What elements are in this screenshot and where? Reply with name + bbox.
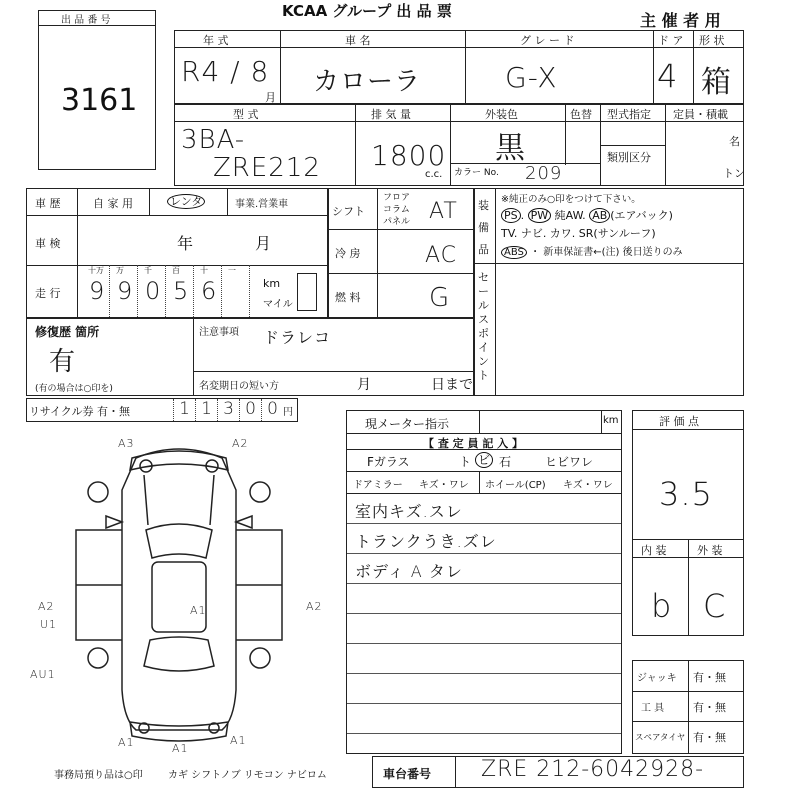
equipment-header: ※純正のみ○印をつけて下さい。 [501, 194, 641, 205]
equip-abs[interactable]: ABS [501, 246, 527, 259]
spare-label: スペアタイヤ [635, 733, 686, 743]
score-label: 評 価 点 [659, 415, 699, 428]
chassis-table [372, 756, 744, 788]
diagram-mark-u1: U1 [40, 618, 58, 631]
recycle-label: リサイクル券 有・無 [29, 405, 130, 418]
inspection-label: 車 検 [35, 237, 61, 250]
model-value-line1: 3BA- [181, 125, 246, 155]
history-table [26, 188, 328, 318]
fglass-opt-to[interactable]: ト [459, 455, 472, 469]
organizer-label: 主 催 者 用 [640, 11, 721, 30]
diagram-mark-a3: A3 [118, 437, 135, 450]
wheel-label: ホイール(CP) [485, 480, 546, 491]
equipment-line2: TV. ナビ. カワ. SR(サンルーフ) [501, 227, 656, 240]
shift-opt-panel[interactable]: パネル [383, 217, 411, 227]
mileage-digit-cell [110, 265, 138, 317]
shift-table [328, 188, 474, 318]
spare-yn[interactable]: 有・無 [693, 731, 726, 744]
note-rule [347, 553, 621, 554]
mileage-digit-cell [82, 265, 110, 317]
note-rule [347, 733, 621, 734]
equip-ps[interactable]: PS [501, 208, 521, 223]
mileage-digit-label: 万 [116, 266, 124, 275]
shift-label: シフト [332, 205, 365, 218]
diagram-mark-a1-center: A1 [190, 604, 207, 617]
meter-label: 現メーター指示 [365, 417, 450, 431]
fglass-opt-stone[interactable]: 石 [499, 455, 512, 469]
car-name-value: カローラ [313, 67, 422, 97]
grade-label: グ レ ー ド [520, 34, 575, 47]
notes-value: ドラレコ [263, 328, 332, 347]
diagram-mark-a1-right: A1 [230, 734, 247, 747]
chassis-label: 車台番号 [383, 767, 432, 781]
model-value-line2: ZRE212 [213, 153, 321, 183]
inspector-table [346, 410, 622, 754]
equip-ab[interactable]: AB [589, 208, 610, 223]
capacity-unit-persons: 名 [729, 135, 740, 148]
score-value: 3.5 [659, 475, 713, 513]
expiry-month: 月 [357, 377, 371, 393]
tools-yn[interactable]: 有・無 [693, 701, 726, 714]
category-label: 類別区分 [607, 151, 651, 164]
equip-aw[interactable]: 純AW. [554, 209, 586, 222]
repair-value: 有 [49, 347, 77, 377]
equip-warranty: ・ 新車保証書←(注) 後日送りのみ [530, 247, 683, 258]
fuel-value: G [429, 283, 451, 313]
capacity-unit-tons: トン [723, 167, 745, 180]
note-rule [347, 673, 621, 674]
inspector-note-1: 室内キズ.スレ [355, 502, 463, 521]
mileage-digit: 0 [145, 277, 162, 305]
note-rule [347, 523, 621, 524]
mileage-unit-mile: マイル [263, 299, 293, 310]
history-private[interactable]: 自 家 用 [93, 197, 133, 210]
ac-value: AC [425, 243, 458, 268]
month-suffix: 月 [265, 91, 276, 104]
exterior-value: C [703, 587, 727, 625]
mirror-opts[interactable]: キズ・ワレ [419, 480, 469, 491]
fglass-opt-bi[interactable]: ビ [475, 451, 493, 468]
inspection-month: 月 [255, 234, 272, 253]
displacement-value: 1800 [371, 139, 447, 172]
history-rental[interactable]: レンタ [167, 193, 205, 209]
mileage-digit-label: 十万 [88, 266, 104, 275]
tools-label: 工 具 [641, 703, 665, 714]
inspector-label: 【 査 定 員 記 入 】 [423, 437, 523, 450]
mileage-unit-km: km [263, 277, 281, 290]
meter-unit: km [603, 415, 619, 426]
mileage-grid [82, 265, 282, 317]
fglass-label: Fガラス [367, 455, 410, 469]
diagram-mark-a2-top: A2 [232, 437, 249, 450]
ext-color-label: 外装色 [485, 108, 518, 121]
displacement-label: 排 気 量 [371, 108, 411, 121]
repair-note: (有の場合は○印を) [35, 384, 113, 394]
interior-label: 内 装 [641, 544, 667, 557]
name-label: 車 名 [345, 34, 371, 47]
expiry-day: 日まで [431, 377, 473, 393]
inspection-year: 年 [177, 234, 194, 253]
exhibit-number-label: 出 品 番 号 [61, 15, 111, 26]
ext-color-value: 黒 [495, 131, 526, 166]
year-value: R4 / 8 [181, 55, 270, 88]
recycle-unit: 円 [283, 407, 293, 418]
fuel-label: 燃 料 [335, 291, 361, 304]
row1-table [174, 30, 744, 104]
shift-opt-floor[interactable]: フロア [383, 193, 411, 203]
mileage-unit-checkbox[interactable] [297, 273, 317, 311]
score-table [632, 410, 744, 636]
shift-value: AT [429, 199, 458, 224]
mileage-digit: 6 [201, 277, 218, 305]
recycle-grid [173, 399, 283, 421]
grade-value: G-X [505, 61, 558, 94]
mirror-label: ドアミラー [353, 480, 403, 491]
office-note: 事務局預り品は○印 [54, 770, 143, 781]
tools-table [632, 660, 744, 754]
equipment-line1: PS . PW 純AW. AB (エアバック) [501, 207, 673, 223]
diagram-mark-a1-bottom: A1 [172, 742, 189, 755]
door-value: 4 [657, 57, 679, 95]
mileage-digit: 5 [173, 277, 190, 305]
equip-ab-desc: (エアバック) [610, 209, 673, 222]
color-change-label: 色替 [570, 108, 592, 121]
exhibit-number: 3161 [61, 83, 138, 118]
interior-value: b [651, 587, 673, 625]
wheel-opts[interactable]: キズ・ワレ [563, 480, 613, 491]
notes-label: 注意事項 [199, 327, 239, 338]
mileage-digit-label: 十 [200, 266, 208, 275]
recycle-digit: 1 [195, 399, 217, 421]
document-title: KCAA グループ 出 品 票 [282, 2, 452, 20]
history-label: 車 歴 [35, 197, 61, 210]
mileage-digit-label: 百 [172, 266, 180, 275]
displacement-unit: c.c. [425, 169, 443, 180]
inspector-note-2: トランクうき.ズレ [355, 532, 497, 551]
mileage-label: 走 行 [35, 287, 61, 300]
inspector-note-3: ボディ A タレ [355, 562, 463, 581]
note-rule [347, 703, 621, 704]
recycle-digit: 3 [217, 399, 239, 421]
recycle-digit: 0 [239, 399, 261, 421]
jack-yn[interactable]: 有・無 [693, 671, 726, 684]
mileage-digit: 9 [117, 277, 134, 305]
row2-table [174, 104, 744, 186]
repair-table [26, 318, 474, 396]
history-business[interactable]: 事業.営業車 [235, 199, 289, 210]
diagram-mark-au1: AU1 [30, 668, 56, 681]
chassis-value: ZRE 212-6042928- [481, 757, 705, 782]
color-no-label: カラー No. [454, 168, 499, 178]
equip-pw[interactable]: PW [528, 208, 552, 223]
mileage-digit-cell [166, 265, 194, 317]
jack-label: ジャッキ [637, 673, 677, 684]
ac-label: 冷 房 [335, 247, 361, 260]
shape-label: 形 状 [699, 34, 725, 47]
fglass-opt-crack[interactable]: ヒビワレ [545, 455, 594, 469]
shift-opt-column[interactable]: コラム [383, 205, 410, 215]
sales-point-label: セールスポイント [478, 271, 489, 382]
note-rule [347, 613, 621, 614]
door-label: ド ア [658, 34, 684, 47]
exhibit-number-box [38, 10, 156, 170]
exterior-label: 外 装 [697, 544, 723, 557]
mileage-digit-label: 一 [228, 266, 236, 275]
mileage-digit: 9 [89, 277, 106, 305]
recycle-table [26, 398, 298, 422]
shape-value: 箱 [701, 65, 732, 100]
short-expiry-label: 名変期日の短い方 [199, 381, 279, 392]
mileage-digit-cell [138, 265, 166, 317]
vehicle-diagram [24, 430, 334, 760]
equipment-side-label: 装備品 [478, 199, 489, 256]
recycle-digit: 1 [173, 399, 195, 421]
note-rule [347, 643, 621, 644]
model-label: 型 式 [233, 108, 259, 121]
equipment-table [474, 188, 744, 396]
diagram-mark-a2-left: A2 [38, 600, 55, 613]
diagram-mark-a2-right: A2 [306, 600, 323, 613]
office-items: カギ シフトノブ リモコン ナビロム [168, 770, 327, 781]
color-no-value: 209 [525, 163, 563, 184]
note-rule [347, 583, 621, 584]
capacity-label: 定員・積載 [673, 108, 728, 121]
model-spec-label: 型式指定 [607, 108, 651, 121]
mileage-digit-cell [222, 265, 250, 317]
year-label: 年 式 [203, 34, 229, 47]
mileage-digit-cell [194, 265, 222, 317]
equipment-line3 [501, 243, 683, 258]
recycle-digit: 0 [261, 399, 283, 421]
diagram-mark-a1-left: A1 [118, 736, 135, 749]
mileage-digit-label: 千 [144, 266, 152, 275]
repair-label: 修復歴 箇所 [35, 325, 100, 339]
